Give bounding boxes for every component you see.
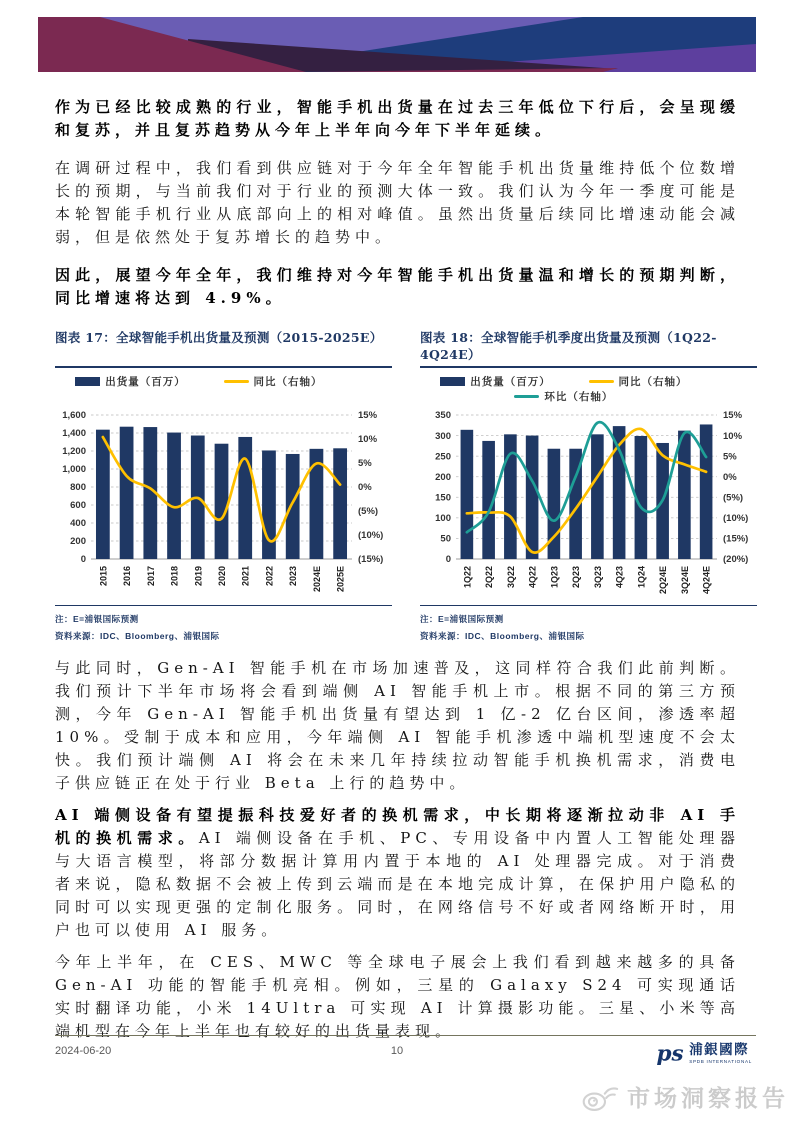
legend-item — [75, 374, 223, 389]
svg-text:10%: 10% — [358, 434, 378, 446]
svg-text:4Q24E: 4Q24E — [701, 566, 712, 595]
legend-line-swatch — [589, 380, 614, 384]
svg-text:200: 200 — [435, 471, 451, 483]
footer-date: 2024-06-20 — [55, 1045, 112, 1057]
figure-17 — [55, 329, 392, 644]
svg-text:1,400: 1,400 — [62, 428, 86, 440]
page-number: 10 — [390, 1045, 404, 1057]
legend-label: 出货量（百万） — [105, 376, 186, 388]
svg-text:50: 50 — [440, 533, 451, 545]
figure-17-title: 图表 17：全球智能手机出货量及预测（2015-2025E） — [55, 330, 383, 345]
svg-text:(5%): (5%) — [358, 506, 379, 518]
svg-text:4Q23: 4Q23 — [614, 566, 625, 589]
paragraph-5-bold-lead: AI 端侧设备有望提振科技爱好者的换机需求，中长期将逐渐拉动非 AI 手机的换机需求。 — [55, 806, 740, 848]
footer-rule — [55, 1035, 756, 1036]
svg-text:0%: 0% — [358, 482, 372, 494]
figure-18-source: 资料来源：IDC、Bloomberg、浦银国际 — [420, 630, 585, 641]
svg-text:600: 600 — [70, 500, 86, 512]
paragraph-4: 与此同时，Gen-AI 智能手机在市场加速普及，这同样符合我们此前判断。我们预计下半年市场将会看到端侧 AI 智能手机上市。根据不同的第三方预测，今年 Gen-AI 智能手机出货量有望达到 1 亿-2 亿台区间，渗透率超 10%。受制于成本和应用，今年端侧 AI 智能手机渗透中端机型速度不会太快。我们预计端侧 AI 将会在未来几年持续拉动智能手机换机需求，消费电子供应链正在处于行业 Beta 上行的趋势中。 — [55, 659, 740, 793]
legend-item — [440, 374, 588, 389]
figure-18-legend — [420, 368, 757, 407]
figure-18 — [420, 329, 757, 644]
svg-text:(5%): (5%) — [723, 492, 744, 504]
logo-subtitle: SPDB INTERNATIONAL — [689, 1058, 752, 1064]
svg-text:250: 250 — [435, 451, 451, 463]
figure-17-legend — [55, 368, 392, 407]
banner-art — [38, 17, 756, 72]
svg-text:2Q22: 2Q22 — [484, 566, 495, 589]
legend-bar-swatch — [75, 377, 100, 386]
page-content — [55, 96, 749, 1043]
header-banner — [38, 17, 756, 79]
svg-text:15%: 15% — [358, 410, 378, 422]
svg-text:2016: 2016 — [122, 566, 133, 587]
figure-18-title: 图表 18：全球智能手机季度出货量及预测（1Q22-4Q24E） — [420, 330, 717, 362]
legend-label: 出货量（百万） — [470, 376, 551, 388]
svg-text:300: 300 — [435, 430, 451, 442]
lead-paragraph-1: 作为已经比较成熟的行业，智能手机出货量在过去三年低位下行后，会呈现缓和复苏，并且复苏趋势从今年上半年向今年下半年延续。 — [55, 98, 740, 139]
logo-text-block — [689, 1041, 752, 1065]
watermark — [582, 1080, 789, 1113]
svg-text:4Q22: 4Q22 — [527, 566, 538, 589]
spdb-logo-mark-icon — [656, 1040, 684, 1068]
legend-item — [224, 374, 372, 389]
watermark-text: 市场洞察报告 — [627, 1085, 789, 1111]
paragraph-6: 今年上半年，在 CES、MWC 等全球电子展会上我们看到越来越多的具备 Gen-AI 功能的智能手机亮相。例如，三星的 Galaxy S24 可实现通话实时翻译功能，小米 14Ultra 可实现 AI 计算摄影功能。三星、小米等高端机型在今年上半年也有较好的出货量表现。 — [55, 953, 740, 1041]
company-logo — [656, 1040, 752, 1068]
legend-label: 环比（右轴） — [544, 391, 614, 403]
banner-olive-strip — [38, 72, 756, 79]
svg-text:2Q23: 2Q23 — [571, 566, 582, 589]
legend-item — [589, 374, 737, 389]
svg-text:2024E: 2024E — [311, 566, 322, 593]
svg-text:0%: 0% — [723, 471, 737, 483]
svg-text:2020: 2020 — [217, 566, 227, 587]
svg-text:1,200: 1,200 — [62, 446, 86, 458]
legend-label: 同比（右轴） — [253, 376, 323, 388]
svg-text:2022: 2022 — [264, 566, 275, 587]
legend-bar-swatch — [440, 377, 465, 386]
svg-text:100: 100 — [435, 513, 451, 525]
svg-text:(15%): (15%) — [723, 533, 749, 545]
svg-text:15%: 15% — [723, 410, 743, 422]
svg-text:800: 800 — [70, 482, 86, 494]
svg-text:400: 400 — [70, 518, 86, 530]
svg-text:2Q24E: 2Q24E — [658, 566, 669, 595]
svg-text:2019: 2019 — [193, 566, 204, 587]
legend-line-swatch — [224, 380, 249, 384]
paragraph-5 — [55, 804, 740, 942]
svg-text:10%: 10% — [723, 430, 743, 442]
svg-text:5%: 5% — [723, 451, 737, 463]
svg-text:1,000: 1,000 — [62, 464, 86, 476]
logo-name: 浦銀國際 — [689, 1041, 750, 1058]
svg-text:2018: 2018 — [169, 566, 180, 587]
svg-text:1,600: 1,600 — [62, 410, 86, 422]
svg-text:200: 200 — [70, 536, 86, 548]
figure-17-note: 注：E=浦银国际预测 — [55, 614, 139, 624]
svg-text:(15%): (15%) — [358, 554, 384, 566]
svg-text:2015: 2015 — [98, 566, 109, 587]
legend-line-swatch — [514, 395, 539, 399]
svg-text:(10%): (10%) — [723, 513, 749, 525]
lead-paragraph-3: 因此，展望今年全年，我们维持对今年智能手机出货量温和增长的预期判断，同比增速将达到 4.9%。 — [55, 266, 740, 307]
legend-item — [514, 389, 662, 404]
svg-text:2021: 2021 — [240, 566, 251, 587]
svg-text:0: 0 — [80, 554, 86, 566]
weibo-icon — [582, 1081, 620, 1112]
figures-row — [55, 329, 757, 644]
svg-text:2025E: 2025E — [335, 566, 346, 593]
svg-text:3Q22: 3Q22 — [505, 566, 516, 589]
figure-18-chart — [420, 407, 757, 605]
svg-text:ps: ps — [656, 1041, 684, 1067]
svg-text:(20%): (20%) — [723, 554, 749, 566]
svg-text:1Q23: 1Q23 — [549, 566, 560, 589]
paragraph-5-body: AI 端侧设备在手机、PC、专用设备中内置人工智能处理器与大语言模型，将部分数据计算用内置于本地的 AI 处理器完成。对于消费者来说，隐私数据不会被上传到云端而是在本地完成计算，在保护用户隐私的同时可以实现更强的定制化服务。同时，在网络信号不好或者网络断开时，用户也可以使用 AI 服务。 — [55, 829, 740, 940]
figure-18-notes — [420, 606, 757, 644]
svg-text:1Q22: 1Q22 — [462, 566, 473, 589]
svg-text:1Q24: 1Q24 — [636, 566, 647, 589]
legend-label: 同比（右轴） — [618, 376, 688, 388]
svg-text:5%: 5% — [358, 458, 372, 470]
svg-text:(10%): (10%) — [358, 530, 384, 542]
svg-text:0: 0 — [445, 554, 451, 566]
svg-text:3Q23: 3Q23 — [592, 566, 603, 589]
figure-18-note: 注：E=浦银国际预测 — [420, 614, 504, 624]
figure-17-chart — [55, 407, 392, 605]
svg-text:350: 350 — [435, 410, 451, 422]
svg-text:2023: 2023 — [288, 566, 299, 587]
svg-text:2017: 2017 — [145, 566, 156, 587]
figure-17-notes — [55, 606, 392, 644]
paragraph-2: 在调研过程中，我们看到供应链对于今年全年智能手机出货量维持低个位数增长的预期，与当前我们对于行业的预测大体一致。我们认为今年一季度可能是本轮智能手机行业从底部向上的相对峰值。虽然出货量后续同比增速动能会减弱，但是依然处于复苏增长的趋势中。 — [55, 159, 740, 246]
figure-17-source: 资料来源：IDC、Bloomberg、浦银国际 — [55, 630, 220, 641]
svg-text:3Q24E: 3Q24E — [679, 566, 690, 595]
svg-text:150: 150 — [435, 492, 451, 504]
